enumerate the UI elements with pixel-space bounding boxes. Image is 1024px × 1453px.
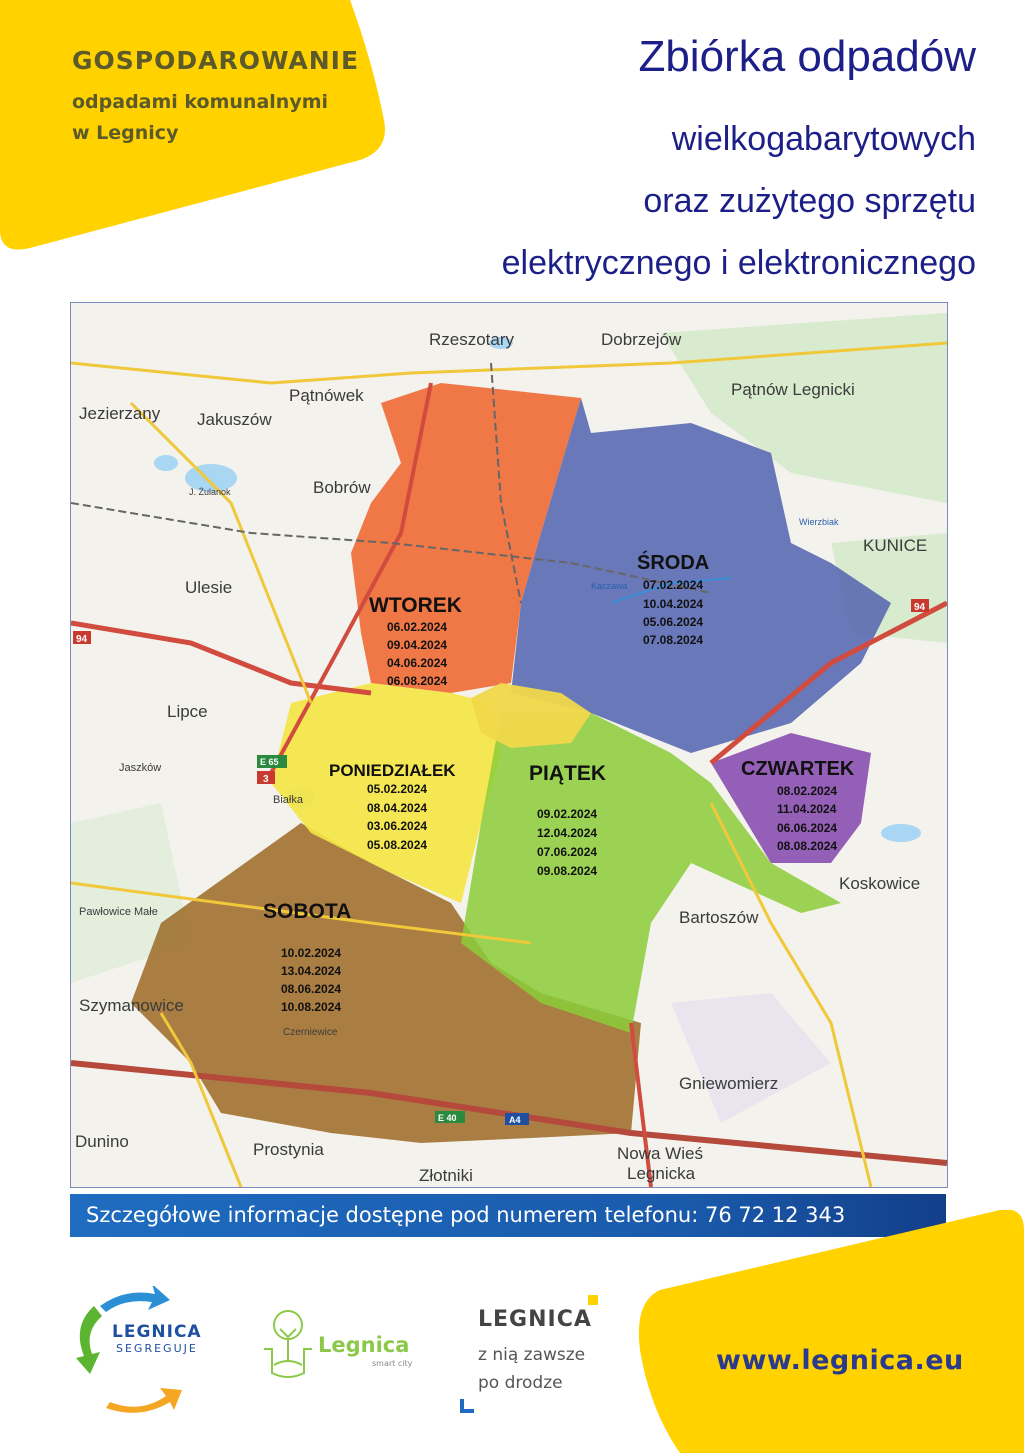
place-jaszkow: Jaszków xyxy=(119,762,162,774)
zone-date-poniedzialek-1: 05.02.2024 xyxy=(367,782,428,796)
place-bialka: Białka xyxy=(273,794,303,806)
svg-text:A4: A4 xyxy=(509,1115,521,1125)
subtitle-2: oraz zużytego sprzętu xyxy=(643,182,976,220)
place-gniewomierz: Gniewomierz xyxy=(679,1074,779,1093)
road-sign-e65 xyxy=(257,755,287,768)
place-koskowice: Koskowice xyxy=(839,874,921,893)
place-legnicka: Legnicka xyxy=(627,1164,696,1183)
subtitle-1: wielkogabarytowych xyxy=(671,120,976,158)
zone-date-sobota-3: 08.06.2024 xyxy=(281,982,342,996)
zone-date-wtorek-3: 04.06.2024 xyxy=(387,656,448,670)
place-szymanowice: Szymanowice xyxy=(79,996,184,1015)
logo-legnica-segreguje xyxy=(70,1286,220,1416)
place-dobrzejow: Dobrzejów xyxy=(601,330,682,349)
brand-block xyxy=(72,46,359,149)
place-prostynia: Prostynia xyxy=(253,1140,324,1159)
zone-label-sobota: SOBOTA xyxy=(263,900,352,923)
info-bar-text: Szczegółowe informacje dostępne pod numerem telefonu: 76 72 12 343 xyxy=(86,1203,846,1227)
zone-date-piatek-4: 09.08.2024 xyxy=(537,864,598,878)
place-kunice: KUNICE xyxy=(863,536,928,555)
river-label-kaczawa: Kaczawa xyxy=(591,581,628,591)
zone-label-poniedzialek: PONIEDZIAŁEK xyxy=(329,761,456,780)
place-lipce: Lipce xyxy=(167,702,208,721)
zone-date-sobota-2: 13.04.2024 xyxy=(281,964,342,978)
place-ulesie: Ulesie xyxy=(185,578,233,597)
zone-date-sobota-1: 10.02.2024 xyxy=(281,946,342,960)
brand-line-1: GOSPODAROWANIE xyxy=(72,46,360,75)
zone-date-sroda-1: 07.02.2024 xyxy=(643,578,704,592)
zone-date-piatek-2: 12.04.2024 xyxy=(537,826,598,840)
zone-date-piatek-1: 09.02.2024 xyxy=(537,807,598,821)
place-patnowek: Pątnówek xyxy=(289,386,364,405)
yellow-square-icon xyxy=(588,1295,598,1305)
road-sign-e40 xyxy=(435,1111,465,1123)
subtitle-3: elektrycznego i elektronicznego xyxy=(501,244,976,282)
zone-label-czwartek: CZWARTEK xyxy=(741,758,855,780)
page-title: Zbiórka odpadów xyxy=(638,32,976,81)
place-jakuszow: Jakuszów xyxy=(197,410,272,429)
map-canvas xyxy=(71,303,947,1187)
place-jezierzany: Jezierzany xyxy=(79,404,161,423)
brand-line-3: w Legnicy xyxy=(72,122,179,144)
zone-date-sroda-2: 10.04.2024 xyxy=(643,597,704,611)
road-sign-94-west xyxy=(73,631,91,645)
place-dunino: Dunino xyxy=(75,1132,129,1151)
logo-legnica-po-drodze xyxy=(460,1295,610,1415)
tree-icon xyxy=(258,1305,318,1381)
lake-east xyxy=(881,824,921,842)
road-sign-94-east xyxy=(911,599,929,613)
logo3-title: LEGNICA xyxy=(478,1307,592,1332)
logo2-title: Legnica xyxy=(318,1333,410,1357)
zone-date-sobota-4: 10.08.2024 xyxy=(281,1000,342,1014)
yellow-corner-bottom-right xyxy=(620,1210,1024,1453)
logo3-line2: po drodze xyxy=(478,1373,563,1393)
lake-small-1 xyxy=(154,455,178,471)
zone-date-czwartek-4: 08.08.2024 xyxy=(777,839,838,853)
logo3-line1: z nią zawsze xyxy=(478,1345,586,1365)
logo1-title: LEGNICA xyxy=(112,1322,202,1342)
zone-date-poniedzialek-4: 05.08.2024 xyxy=(367,838,428,852)
place-j-zulanok: J. Żulanok xyxy=(189,487,231,497)
svg-text:94: 94 xyxy=(914,602,926,613)
logo1-subtitle: SEGREGUJE xyxy=(116,1342,198,1355)
zone-date-czwartek-2: 11.04.2024 xyxy=(777,802,837,816)
place-rzeszotary: Rzeszotary xyxy=(429,330,515,349)
logo-legnica-smart-city xyxy=(258,1305,433,1385)
place-czerniewice: Czerniewice xyxy=(283,1027,338,1038)
zone-date-piatek-3: 07.06.2024 xyxy=(537,845,598,859)
svg-text:94: 94 xyxy=(76,634,88,645)
place-zlotniki: Złotniki xyxy=(419,1166,473,1185)
website-url[interactable]: www.legnica.eu xyxy=(716,1345,964,1376)
zone-date-poniedzialek-2: 08.04.2024 xyxy=(367,801,428,815)
place-nowa-wies: Nowa Wieś xyxy=(617,1144,703,1163)
zone-date-sroda-4: 07.08.2024 xyxy=(643,633,704,647)
zone-label-wtorek: WTOREK xyxy=(369,594,462,617)
zone-date-wtorek-4: 06.08.2024 xyxy=(387,674,448,688)
zone-date-sroda-3: 05.06.2024 xyxy=(643,615,704,629)
zone-label-piatek: PIĄTEK xyxy=(529,762,607,785)
zone-date-czwartek-1: 08.02.2024 xyxy=(777,784,838,798)
place-bartoszow: Bartoszów xyxy=(679,908,759,927)
zone-label-sroda: ŚRODA xyxy=(637,552,710,574)
svg-text:3: 3 xyxy=(263,774,269,785)
place-pawlowice-male: Pawłowice Małe xyxy=(79,906,158,918)
blue-corner-icon-h xyxy=(460,1409,474,1413)
zone-date-czwartek-3: 06.06.2024 xyxy=(777,821,838,835)
zone-date-wtorek-2: 09.04.2024 xyxy=(387,638,448,652)
road-sign-a4 xyxy=(505,1113,529,1125)
river-label-wierzbiak: Wierzbiak xyxy=(799,517,839,527)
svg-text:E 65: E 65 xyxy=(260,757,279,767)
logo2-subtitle: smart city xyxy=(372,1359,413,1368)
zone-date-wtorek-1: 06.02.2024 xyxy=(387,620,448,634)
place-bobrow: Bobrów xyxy=(313,478,371,497)
svg-text:E 40: E 40 xyxy=(438,1113,457,1123)
headline xyxy=(502,32,976,294)
zone-date-poniedzialek-3: 03.06.2024 xyxy=(367,819,428,833)
district-map xyxy=(70,302,948,1188)
brand-line-2: odpadami komunalnymi xyxy=(72,91,329,113)
road-sign-3 xyxy=(257,771,275,785)
place-patnow-legnicki: Pątnów Legnicki xyxy=(731,380,855,399)
